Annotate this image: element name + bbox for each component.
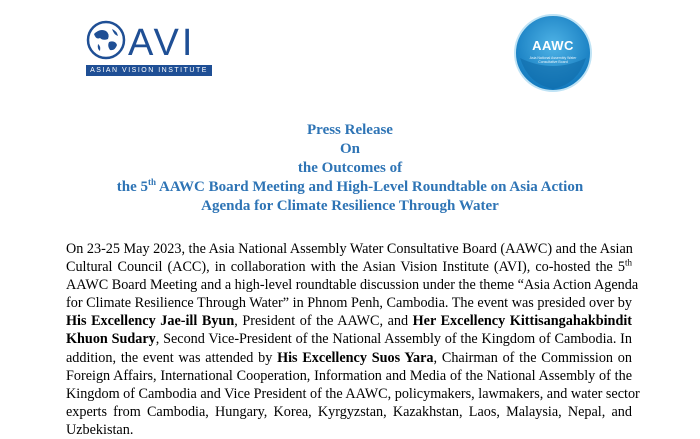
globe-icon bbox=[86, 20, 126, 60]
title-line-2: On bbox=[339, 141, 360, 157]
aawc-logo-tagline: Asia National Assembly Water Consultative Board bbox=[529, 56, 577, 64]
avi-logo-subtitle: ASIAN VISION INSTITUTE bbox=[86, 65, 212, 76]
body-line: His Excellency Jae-ill Byun, President of the AAWC, and Her Excellency Kittisangahakbindit bbox=[66, 313, 632, 330]
title-line-4: the 5th AAWC Board Meeting and High-Level Roundtable on Asia Action bbox=[116, 177, 584, 195]
body-line: addition, the event was attended by His Excellency Suos Yara, Chairman of the Commission on bbox=[66, 349, 632, 366]
aawc-logo bbox=[512, 12, 594, 94]
body-line: Cultural Council (ACC), in collaboration with the Asian Vision Institute (AVI), co-hosted the 5th bbox=[66, 257, 632, 276]
press-release-title bbox=[40, 121, 660, 216]
title-line-3: the Outcomes of bbox=[297, 160, 403, 176]
body-line: On 23-25 May 2023, the Asia National Assembly Water Consultative Board (AAWC) and the Asian bbox=[66, 241, 633, 257]
body-line: for Climate Resilience Through Water” in Phnom Penh, Cambodia. The event was presided over by bbox=[66, 295, 632, 312]
body-line: Uzbekistan. bbox=[66, 421, 134, 438]
body-line: Foreign Affairs, International Cooperation, Information and Media of the National Assembly of the bbox=[66, 367, 632, 384]
body-line: AAWC Board Meeting and a high-level roundtable discussion under the theme “Asia Action Agenda bbox=[66, 277, 639, 294]
aawc-emblem-icon bbox=[512, 12, 594, 94]
body-line: Kingdom of Cambodia and Vice President of the AAWC, policymakers, lawmakers, and water sector bbox=[66, 385, 640, 402]
body-paragraph bbox=[66, 240, 640, 439]
avi-logo-text: AVI bbox=[128, 22, 196, 64]
body-line: Khuon Sudary, Second Vice-President of the National Assembly of the Kingdom of Cambodia. In bbox=[66, 331, 632, 348]
title-line-1: Press Release bbox=[307, 122, 393, 138]
body-line: experts from Cambodia, Hungary, Korea, Kyrgyzstan, Kazakhstan, Laos, Malaysia, Nepal, and bbox=[66, 403, 632, 420]
aawc-logo-text: AAWC bbox=[532, 38, 574, 53]
avi-logo bbox=[80, 10, 218, 92]
title-line-5: Agenda for Climate Resilience Through Water bbox=[201, 198, 499, 214]
